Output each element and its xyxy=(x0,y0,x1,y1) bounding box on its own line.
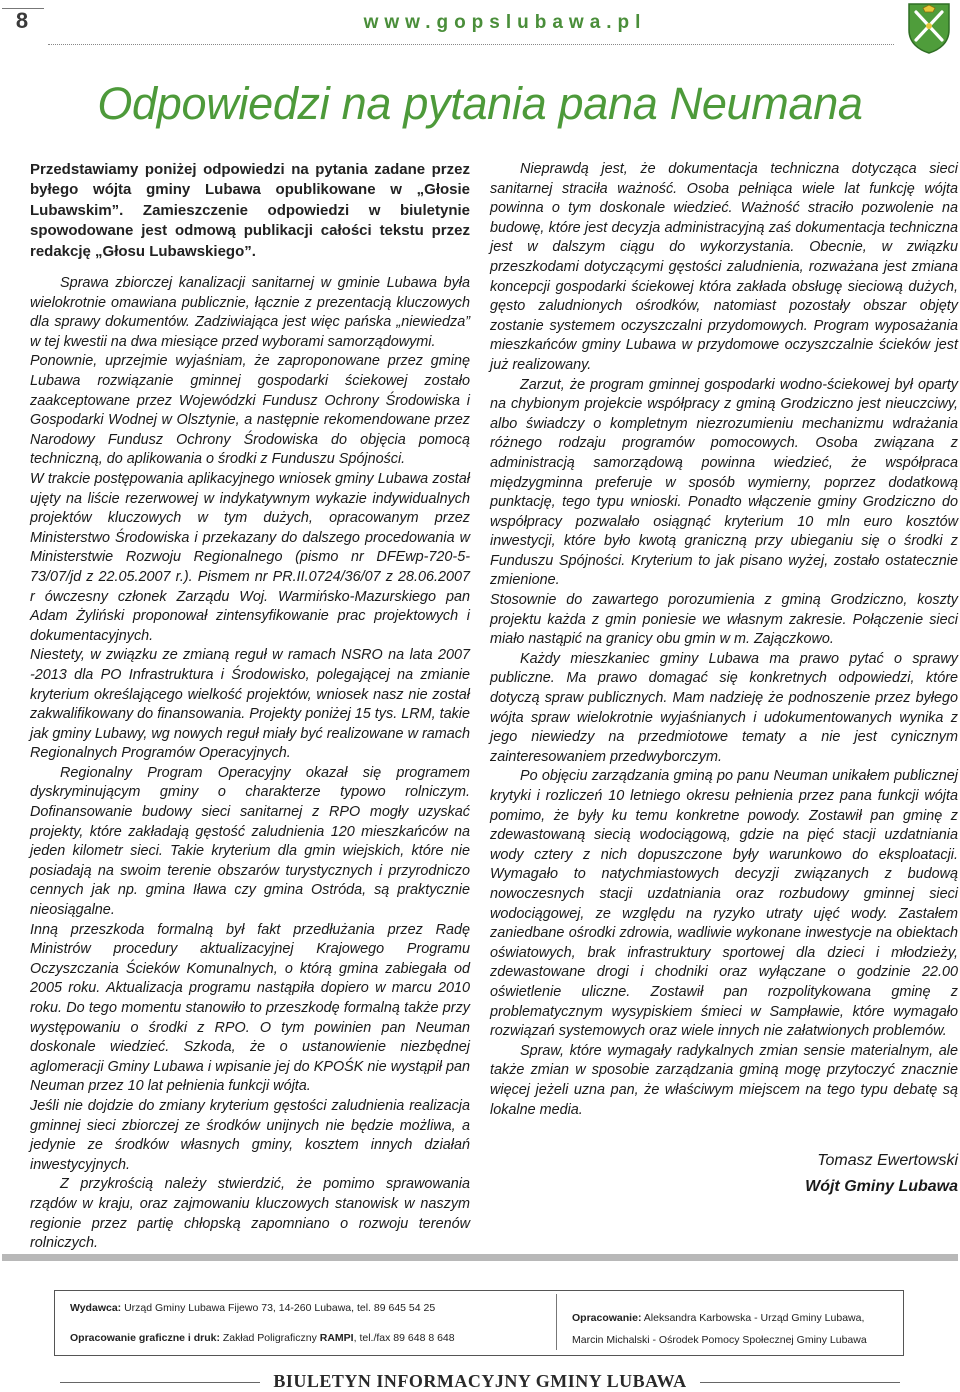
lead-sentence-1: Przedstawiamy poniżej odpowiedzi na pytania zadane przez byłego wójta gminy Lubawa opublikowane w „Głosie Lubawskim”. xyxy=(30,161,470,219)
coat-of-arms-icon xyxy=(906,2,952,54)
bulletin-rule-right xyxy=(700,1382,900,1383)
left-column xyxy=(30,160,470,1254)
imprint-editing-1 xyxy=(572,1312,864,1324)
paragraph-kposk: Inną przeszkoda formalną był fakt przedłużania przez Radę Ministrów procedury aktualizacyjnej Krajowego Programu Oczyszczania Ścieków Komunalnych, o którą gmina zabiegała od 2005 roku. Aktualizacja programu nastąpiła dopiero w marcu 2010 roku. Do tego momentu stanowiło to przeszkodę formalną także przy występowaniu o środki z RPO. O tym powinien pan Neuman doskonale wiedzieć. Szkoda, że o ustanowienie niezbędnej aglomeracji Gminy Lubawa i wpisanie jej do KPOŚK nie wystąpił pan Neuman przez 10 lat pełnienia funkcji wójta. xyxy=(30,921,470,1095)
site-url[interactable]: www.gopslubawa.pl xyxy=(363,12,647,33)
editing-label: Opracowanie: xyxy=(572,1312,642,1324)
paragraph-application: W trakcie postępowania aplikacyjnego wniosek gminy Lubawa został ujęty na liście rezerwowej w indykatywnym wykazie indywidualnych projektów kluczowych w tym dużych, opracowanym przez Ministerstwo Środowiska i przekazany do dalszego procedowania w Ministerstwie Rozwoju Regionalnego (pismo nr DFEwp-720-5-73/07/jd z 22.05.2007 r.). Pismem nr PR.II.0724/36/07 z 28.06.2007 r ówczesny członek Zarządu Woj. Warmińsko-Mazurskiego pan Adam Żyliński proponował zintensyfikowanie prac projektowych i dokumentacyjnych. xyxy=(30,470,470,644)
bulletin-title: BIULETYN INFORMACYJNY GMINY LUBAWA xyxy=(273,1371,687,1391)
print-text: Zakład Poligraficzny xyxy=(222,1332,317,1344)
bulletin-rule-left xyxy=(60,1382,260,1383)
imprint-editing-2: Marcin Michalski - Ośrodek Pomocy Społecznej Gminy Lubawa xyxy=(572,1334,867,1346)
paragraph-density-criterion: Jeśli nie dojdzie do zmiany kryterium gęstości zaludnienia realizacja gminnej sieci zbiorczej ze środków unijnych nie będzie możliwa, a jedynie ze środków własnych gminy, kosztem innych działań inwestycyjnych. xyxy=(30,1097,470,1173)
imprint-print xyxy=(70,1332,455,1344)
paragraph-explanation: Ponownie, uprzejmie wyjaśniam, że zaproponowane przez gminę Lubawa rozwiązanie gminnej gospodarki ściekowej zostało zaakceptowane przez Wojewódzki Fundusz Ochrony Środowiska i Gospodarki Wodnej w Olsztynie, a następnie rekomendowane przez Narodowy Fundusz Ochrony Środowiska do objęcia pomocą techniczną, do aplikowania o środki z Funduszu Spójności. xyxy=(30,353,470,468)
paragraph-rural-development: Z przykrością należy stwierdzić, że pomimo sprawowania rządów w kraju, oraz zajmowaniu kluczowych stanowisk w naszym regionie przez partię chłopską zapomniano o rozwoju terenów rolniczych. xyxy=(30,1176,470,1252)
article-lead xyxy=(30,160,470,262)
lead-sentence-2: Zamieszczenie odpowiedzi w biuletynie spowodowane jest odmową publikacji całości tekstu przez redakcję „Głosu Lubawskiego”. xyxy=(30,201,470,260)
editing-text-1: Aleksandra Karbowska - Urząd Gminy Lubawa, xyxy=(643,1312,865,1324)
publisher-label: Wydawca: xyxy=(70,1302,122,1314)
imprint-divider xyxy=(556,1294,557,1350)
paragraph-grodziczno: Zarzut, że program gminnej gospodarki wodno-ściekowej był oparty na chybionym projekcie współpracy z gminą Grodziczno jest nieuczciwy, albo świadczy o kompletnym niezrozumieniu mechanizmu wdrażania różnego rodzaju programów pomocowych. Osoba związana z administracją samorządową powinna wiedzieć, że współpraca międzygminna preferuje w sposób wymierny, poprzez dodatkową punktację, tego typu wnioski. Ponadto włączenie gminy Grodziczno do współpracy pozwalało osiągnąć kryterium 10 mln euro kosztów inwestycji, które było kwotą graniczną przy ubieganiu się o środki z Funduszu Spójności. Kryterium to jak pisano wyżej, zostało ostatecznie zmienione. xyxy=(490,376,958,589)
paragraph-closing: Spraw, które wymagały radykalnych zmian sensie materialnym, ale także zmian w sposobie zarządzania gminą mogę przytoczyć znacznie więcej jeżeli uzna pan, że właściwym miejscem na tego typu debatę są lokalne media. xyxy=(490,1042,958,1118)
signature-role: Wójt Gminy Lubawa xyxy=(805,1178,958,1196)
paragraph-agreement: Stosownie do zawartego porozumienia z gminą Grodziczno, koszty projektu każda z gmin poniesie we własnym zakresie. Połączenie sieci miało nastąpić na granicy obu gmin w m. Zajączkowo. xyxy=(490,592,958,648)
print-label: Opracowanie graficzne i druk: xyxy=(70,1332,220,1344)
right-column xyxy=(490,160,958,1200)
paragraph-documentation: Nieprawdą jest, że dokumentacja techniczna dotycząca sieci sanitarnej straciła ważność. Osoba pełniąca wiele lat funkcję wójta powinna o tym doskonale wiedzieć. Ważność straciło pozwolenie na budowę, które jest decyzja administracyjną zaś dokumentacja techniczna jest w dalszym ciągu do wykorzystania. Obecnie, w związku przeszkodami dotyczącymi gęstości zaludnienia, rozważana jest zmiana koncepcji gospodarki ściekowej która zakłada obsługę sieciową dużych, gęsto zaludnionych ośrodków, natomiast pozostały obszar objęty zostanie systemem oczyszczalni przydomowych. Program wyposażania mieszkańców gminy Lubawa w przydomowe oczyszczalnie ścieków jest już realizowany. xyxy=(490,161,958,373)
print-company: RAMPI xyxy=(319,1332,354,1344)
article-title: Odpowiedzi na pytania pana Neumana xyxy=(97,78,863,129)
publisher-text: Urząd Gminy Lubawa Fijewo 73, 14-260 Lubawa, tel. 89 645 54 25 xyxy=(124,1302,436,1314)
print-phone: , tel./fax 89 648 8 648 xyxy=(353,1332,455,1344)
header-rule xyxy=(48,44,894,45)
paragraph-nsro-rules: Niestety, w związku ze zmianą reguł w ramach NSRO na lata 2007 -2013 dla PO Infrastruktura i Środowisko, polegającej na zmianie kryterium określającego wielkość projektów, wniosek nasz nie został zakwalifikowany do finansowania. Projekty poniżej 15 tys. LRM, takie jak gminy Lubawy, wg nowych reguł miały być realizowane w ramach Regionalnych Programów Operacyjnych. xyxy=(30,647,470,762)
footer-band xyxy=(2,1254,958,1261)
imprint-publisher xyxy=(70,1302,435,1314)
paragraph-public-questions: Każdy mieszkaniec gminy Lubawa ma prawo pytać o sprawy publiczne. Ma prawo domagać się konkretnych odpowiedzi, które dotyczą spraw publicznych. Mam nadzieję że podnoszenie przez byłego wójta spraw wielokrotnie wyjaśnianych i udokumentowanych wynika z jego niewiedzy na przedmiotowe tematy a nie jest cynicznym zainteresowaniem przedwyborczym. xyxy=(490,650,958,765)
page-number: 8 xyxy=(15,8,29,33)
paragraph-sewage-case: Sprawa zbiorczej kanalizacji sanitarnej w gminie Lubawa była wielokrotnie omawiana publicznie, łącznie z prezentacją kluczowych dla sprawy dokumentów. Zadziwiająca jest więc pańska „niewiedza” w tej kwestii na dwa miesiące przed wyborami samorządowymi. xyxy=(30,275,470,350)
signature-name: Tomasz Ewertowski xyxy=(817,1152,958,1170)
paragraph-inheritance: Po objęciu zarządzania gminą po panu Neuman unikałem publicznej krytyki i rozliczeń 10 letniego okresu pełnienia przez pana funkcji wójta pomimo, że były ku temu konkretne powody. Zostawił pan gminę z zdewastowaną siecią wodociągową, gdzie na pięć stacji uzdatniania wody cztery z nich dopuszczone były warunkowo do eksploatacji. Wymagało to natychmiastowych decyzji związanych z budową nowoczesnych stacji uzdatniania oraz rozbudowy gminnej sieci wodociągowej, ze względu na ryzyko utraty ujęć wody. Zastałem zaniedbane ośrodki zdrowia, wadliwie wykonane inwestycje na obiektach oświatowych, brak infrastruktury sportowej dla dzieci i młodzieży, zdewastowane drogi i chodniki oraz wyłączane o godzinie 22.00 oświetlenie uliczne. Zostawił pan rozpolitykowana gminę z problematycznym wysypiskiem śmieci w Sampławie, które wymagało rozwiązań systemowych oraz wiele innych nie załatwionych problemów. xyxy=(490,768,958,1040)
paragraph-rpo: Regionalny Program Operacyjny okazał się programem dyskryminującym gminy o charakterze typowo rolniczym. Dofinansowanie budowy sieci sanitarnej z RPO mogły uzyskać projekty, które zakładają gęstość zaludnienia 120 mieszkańców na jeden kilometr sieci. Takie kryterium dla gmin wiejskich, które nie posiadają na swoim terenie obszarów turystycznych i przyrodniczo cennych jak np. gmina Iława czy gmina Ostróda, są praktycznie nieosiągalne. xyxy=(30,764,470,919)
